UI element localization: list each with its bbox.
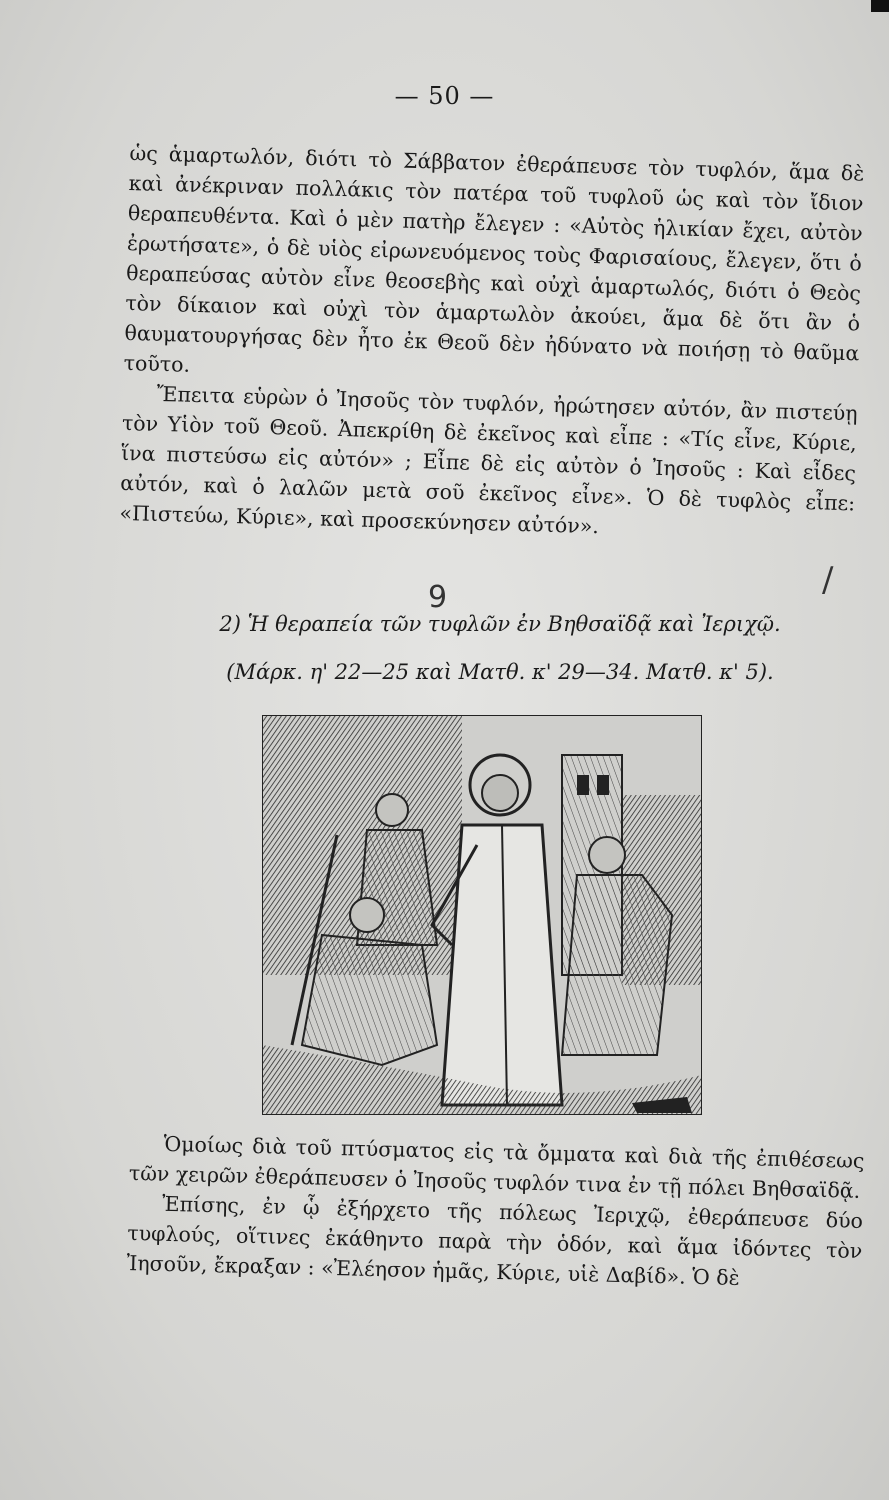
scan-corner-mark <box>871 0 889 12</box>
handwritten-nine-mark: 9 <box>428 580 448 615</box>
engraving-illustration <box>262 715 702 1115</box>
paragraph-4: Ἐπίσης, ἐν ᾧ ἐξήρχετο τῆς πόλεως Ἰεριχῷ, ἐθεράπευσε δύο τυφλούς, οἵτινες ἐκάθηντο παρὰ τὴν ὁδόν, καὶ ἅμα ἰδόντες τὸν Ἰησοῦν, ἔκραξαν : «Ἐλέησον ἡμᾶς, Κύριε, υἱὲ Δαβίδ». Ὁ δὲ <box>126 1191 864 1290</box>
engraving-kneeling-head <box>350 898 384 932</box>
top-text-block <box>119 138 865 548</box>
section-title: 2) Ἡ θεραπεία τῶν τυφλῶν ἐν Βηθσαϊδᾷ καὶ Ἰεριχῷ. <box>219 612 781 636</box>
bottom-text-block <box>126 1128 864 1296</box>
paragraph-1: ὡς ἁμαρτωλόν, διότι τὸ Σάββατον ἐθεράπευσε τὸν τυφλόν, ἅμα δὲ καὶ ἀνέκριναν πολλάκις τὸν πατέρα τοῦ τυφλοῦ ὡς καὶ τὸν ἴδιον θεραπευθέντα. Καὶ ὁ μὲν πατὴρ ἔλεγεν : «Αὐτὸς ἡλικίαν ἔχει, αὐτὸν ἐρωτήσατε», ὁ δὲ υἱὸς εἰρωνευόμενος τοὺς Φαρισαίους, ἔλεγεν, ὅτι ὁ θεραπεύσας αὐτὸν εἶνε θεοσεβὴς καὶ οὐχὶ ἁμαρτωλός, διότι ὁ Θεὸς τὸν δίκαιον καὶ οὐχὶ τὸν ἁμαρτωλὸν ἀκούει, ἅμα δὲ ὅτι ἂν ὁ θαυματουργήσας δὲν ἦτο ἐκ Θεοῦ δὲν ἠδύνατο νὰ ποιήσῃ τὸ θαῦμα τοῦτο. <box>123 140 865 377</box>
handwritten-slash-mark: / <box>822 560 834 600</box>
engraving-right-figure <box>562 875 672 1055</box>
paragraph-2: Ἔπειτα εὑρὼν ὁ Ἰησοῦς τὸν τυφλόν, ἠρώτησεν αὐτόν, ἂν πιστεύῃ τὸν Υἱὸν τοῦ Θεοῦ. Ἀπεκρίθη δὲ ἐκεῖνος καὶ εἶπε : «Τίς εἶνε, Κύριε, ἵνα πιστεύσω εἰς αὐτόν» ; Εἶπε δὲ εἰς αὐτὸν ὁ Ἰησοῦς : Καὶ εἶδες αὐτόν, καὶ ὁ λαλῶν μετὰ σοῦ ἐκεῖνος εἶνε». Ὁ δὲ τυφλὸς εἶπε: «Πιστεύω, Κύριε», καὶ προσεκύνησεν αὐτόν». <box>119 381 858 539</box>
engraving-window <box>597 775 609 795</box>
engraving-kneeling-figure <box>302 935 437 1065</box>
engraving-window <box>577 775 589 795</box>
engraving-head <box>482 775 518 811</box>
page-number: — 50 — <box>394 82 495 110</box>
paragraph-3: Ὁμοίως διὰ τοῦ πτύσματος εἰς τὰ ὄμματα καὶ διὰ τῆς ἐπιθέσεως τῶν χειρῶν ἐθεράπευσεν ὁ Ἰησοῦς τυφλόν τινα ἐν τῇ πόλει Βηθσαϊδᾷ. <box>128 1131 865 1203</box>
section-reference: (Μάρκ. η' 22—25 καὶ Ματθ. κ' 29—34. Ματθ. κ' 5). <box>226 660 774 684</box>
engraving-svg <box>262 715 702 1115</box>
engraving-right-head <box>589 837 625 873</box>
engraving-left-head <box>376 794 408 826</box>
